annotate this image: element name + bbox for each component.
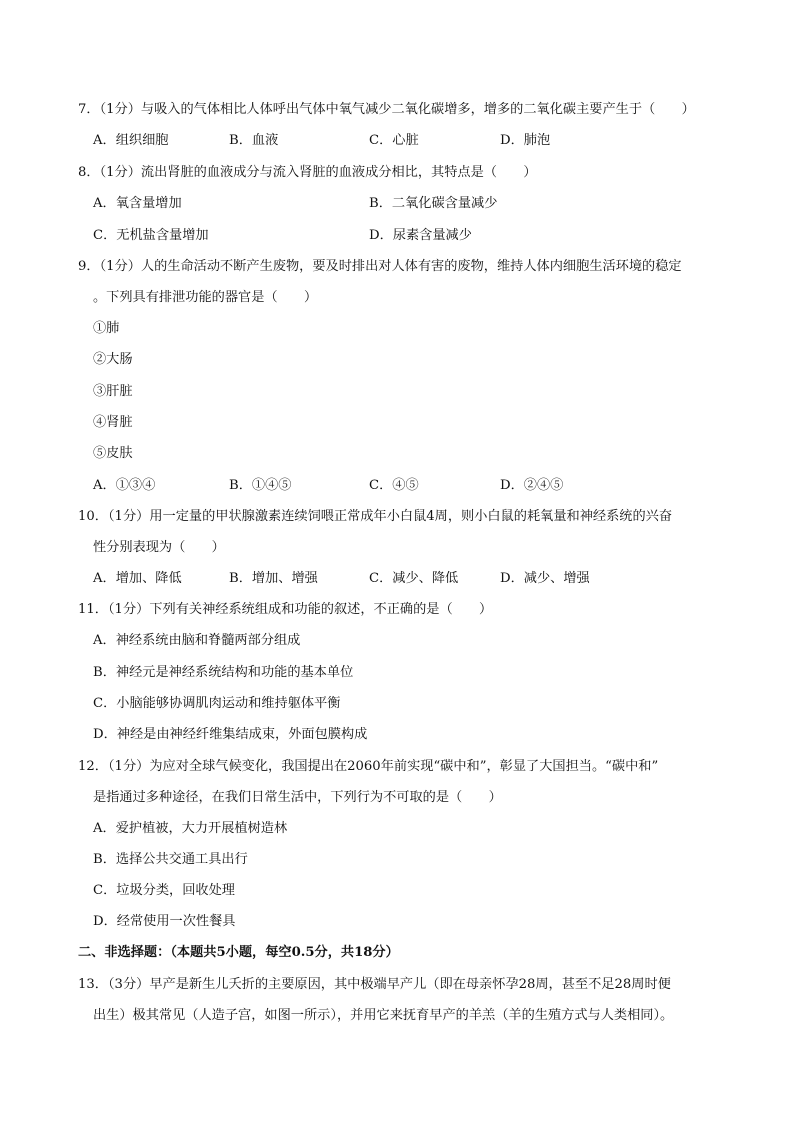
question-8-options-row1 [0, 195, 794, 213]
question-9-item-2: ②大肠 [93, 352, 133, 367]
option-d: D．肺泡 [500, 133, 551, 148]
option-c: C．无机盐含量增加 [93, 228, 209, 243]
question-12-option-b: B．选择公共交通工具出行 [93, 852, 248, 867]
question-7-stem: 7．（1分）与吸入的气体相比人体呼出气体中氧气减少二氧化碳增多，增多的二氧化碳主要产生于（ ） [78, 102, 695, 117]
question-12-stem-line2: 是指通过多种途径，在我们日常生活中，下列行为不可取的是（ ） [93, 790, 502, 805]
question-9-item-1: ①肺 [93, 321, 120, 336]
option-d: D．尿素含量减少 [369, 228, 472, 243]
option-d: D．减少、增强 [500, 571, 590, 586]
option-d: D．②④⑤ [500, 478, 564, 493]
question-9-item-4: ④肾脏 [93, 415, 133, 430]
option-a: A．组织细胞 [93, 133, 169, 148]
question-7-options [0, 132, 794, 150]
option-a: A．①③④ [93, 478, 156, 493]
option-b: B．二氧化碳含量减少 [369, 196, 498, 211]
option-b: B．①④⑤ [229, 478, 292, 493]
option-a: A．增加、降低 [93, 571, 182, 586]
question-12-option-c: C．垃圾分类，回收处理 [93, 883, 235, 898]
question-10-stem-line2: 性分别表现为（ ） [93, 540, 225, 555]
question-10-options [0, 570, 794, 588]
option-b: B．增加、增强 [229, 571, 318, 586]
question-9-options [0, 477, 794, 495]
question-10-stem-line1: 10．（1分）用一定量的甲状腺激素连续饲喂正常成年小白鼠4周，则小白鼠的耗氧量和神经系统的兴奋 [78, 509, 673, 524]
question-11-option-a: A．神经系统由脑和脊髓两部分组成 [93, 633, 301, 648]
section-heading: 二、非选择题：（本题共5小题，每空0.5分，共18分） [78, 945, 399, 960]
question-8-stem: 8．（1分）流出肾脏的血液成分与流入肾脏的血液成分相比，其特点是（ ） [78, 165, 537, 180]
option-c: C．④⑤ [369, 478, 419, 493]
question-11-option-d: D．神经是由神经纤维集结成束，外面包膜构成 [93, 727, 368, 742]
question-9-item-3: ③肝脏 [93, 384, 133, 399]
question-11-stem: 11．（1分）下列有关神经系统组成和功能的叙述，不正确的是（ ） [78, 602, 493, 617]
question-9-stem-line1: 9．（1分）人的生命活动不断产生废物，要及时排出对人体有害的废物，维持人体内细胞生活环境的稳定 [78, 259, 682, 274]
question-9-stem-line2: 。下列具有排泄功能的器官是（ ） [93, 290, 318, 305]
option-c: C．减少、降低 [369, 571, 459, 586]
question-13-stem-line1: 13．（3分）早产是新生儿夭折的主要原因，其中极端早产儿（即在母亲怀孕28周，甚至不足28周时便 [78, 977, 671, 992]
question-12-option-a: A．爱护植被，大力开展植树造林 [93, 821, 288, 836]
option-a: A．氧含量增加 [93, 196, 182, 211]
question-13-stem-line2: 出生）极其常见（人造子宫，如图一所示），并用它来抚育早产的羊羔（羊的生殖方式与人类相同）。 [93, 1008, 674, 1023]
question-11-option-c: C．小脑能够协调肌肉运动和维持躯体平衡 [93, 696, 341, 711]
option-c: C．心脏 [369, 133, 419, 148]
option-b: B．血液 [229, 133, 279, 148]
question-11-option-b: B．神经元是神经系统结构和功能的基本单位 [93, 665, 354, 680]
question-12-stem-line1: 12．（1分）为应对全球气候变化，我国提出在2060年前实现“碳中和”，彰显了大国担当。“碳中和” [78, 759, 659, 774]
question-12-option-d: D．经常使用一次性餐具 [93, 914, 236, 929]
question-8-options-row2 [0, 227, 794, 245]
question-9-item-5: ⑤皮肤 [93, 446, 133, 461]
